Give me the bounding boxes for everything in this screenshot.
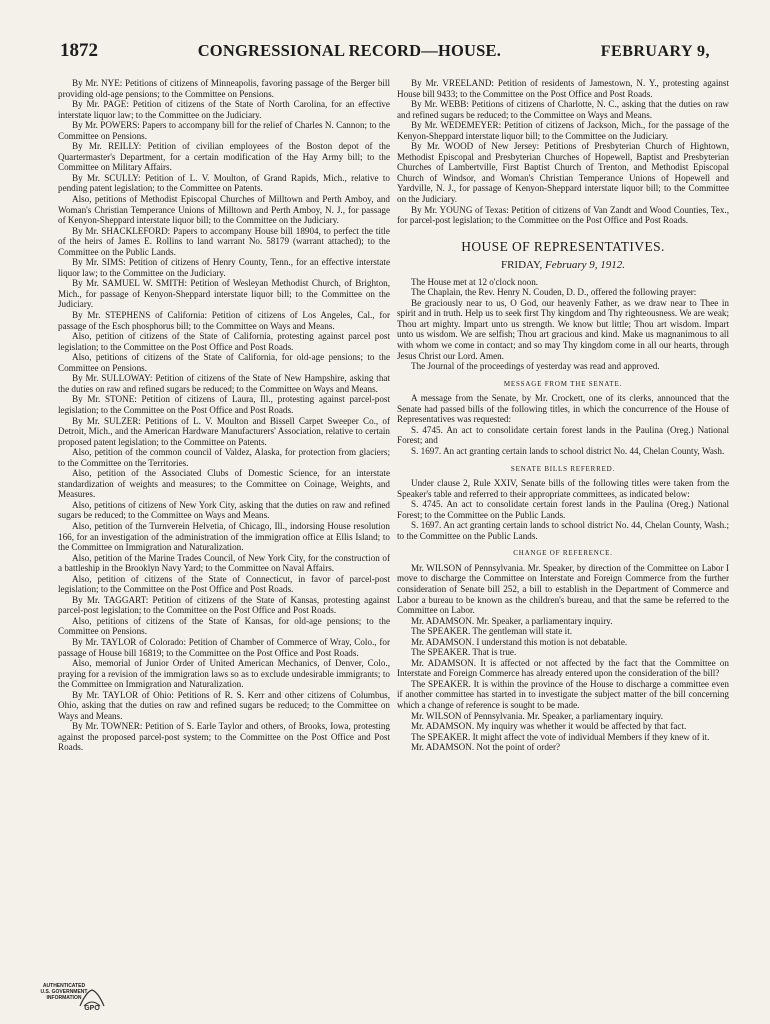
change-of-reference (397, 563, 729, 753)
petition-entry: Also, petition of the Associated Clubs of Domestic Science, for an interstate standardization of weights and measures; to the Committee on Coinage, Weights, and Measures. (58, 468, 390, 500)
debate-paragraph: Mr. ADAMSON. I understand this motion is not debatable. (411, 636, 628, 647)
petition-entry: Also, petition of the common council of Valdez, Alaska, for protection from glaciers; to the Committee on the Territories. (58, 447, 390, 468)
debate-paragraph: The SPEAKER. The gentleman will state it. (411, 626, 573, 637)
debate-paragraph: The SPEAKER. That is true. (411, 647, 517, 658)
petition-entry: By Mr. WEDEMEYER: Petition of citizens of Jackson, Mich., for the passage of the Kenyon-Sheppard interstate liquor bill; to the Committee on the Judiciary. (397, 120, 729, 141)
seal-line-3: INFORMATION (46, 995, 82, 1001)
petition-entry: Also, petition of citizens of the State of California, protesting against parcel post legislation; to the Committee on the Post Office and Post Roads. (58, 331, 390, 352)
petition-entry: Also, petitions of citizens of the State of California, for old-age pensions; to the Committee on Pensions. (58, 352, 390, 373)
header-date: FEBRUARY 9, (600, 43, 710, 60)
gpo-eagle-icon (78, 986, 106, 1012)
petition-entry: By Mr. SCULLY: Petition of L. V. Moulton, of Grand Rapids, Mich., relative to pending patent legislation; to the Committee on Patents. (58, 172, 390, 194)
petition-entry: By Mr. TAGGART: Petition of citizens of the State of Kansas, protesting against parcel-post legislation; to the Committee on the Post Office and Post Roads. (58, 594, 390, 616)
petition-entry: By Mr. SAMUEL W. SMITH: Petition of Wesleyan Methodist Church, of Brighton, Mich., for passage of Kenyon-Sheppard interstate liquor bill; to the Committee on the Judiciary. (58, 278, 390, 310)
session-dateline (397, 260, 729, 271)
petition-entry: By Mr. SHACKLEFORD: Papers to accompany House bill 18904, to perfect the title of the heirs of James E. Rollins to land warrant No. 58179 (warrant attached); to the Committee on the Public Lands. (58, 225, 390, 257)
senate-bill-paragraph: S. 1697. An act granting certain lands to school district No. 44, Chelan County, Wash.; to the Committee on the Public Lands. (397, 520, 729, 541)
gpo-mark: GPO (84, 1005, 100, 1012)
petition-entry: By Mr. STEPHENS of California: Petition of citizens of Los Angeles, Cal., for passage of the Esch phosphorus bill; to the Committee on Ways and Means. (58, 310, 390, 331)
senate-message-paragraph: A message from the Senate, by Mr. Crockett, one of its clerks, announced that the Senate had passed bills of the following titles, in which the concurrence of the House of Representatives was requested: (397, 393, 729, 425)
left-column (58, 78, 390, 753)
petition-entry: Also, petition of citizens of the State of Connecticut, in favor of parcel-post legislation; to the Committee on the Post Office and Post Roads. (58, 573, 390, 595)
senate-message-paragraph: S. 4745. An act to consolidate certain forest lands in the Paulina (Oreg.) National Forest; and (397, 424, 729, 446)
petition-entry: By Mr. PAGE: Petition of citizens of the State of North Carolina, for an effective interstate liquor law; to the Committee on the Judiciary. (58, 99, 390, 120)
petition-entry: By Mr. WOOD of New Jersey: Petitions of Presbyterian Church of Hightown, Methodist Episcopal and Presbyterian Churches of Hopewell, Baptist and Presbyterian Churches of Lambertville, First Baptist Church of Trenton, and Methodist Episcopal Church of Windsor, and Woman's Christian Temperance Unions of Hopewell and Yardville, N. J., for passage of Kenyon-Sheppard interstate liquor bill; to the Committee on the Judiciary. (397, 141, 729, 205)
petition-entry: By Mr. SULZER: Petitions of L. V. Moulton and Bissell Carpet Sweeper Co., of Detroit, Mich., and the American Hardware Manufacturers' Association, relative to certain proposed patent legislation; to the Committee on Patents. (58, 415, 390, 447)
petition-entry: By Mr. NYE: Petitions of citizens of Minneapolis, favoring passage of the Berger bill providing old-age pensions; to the Committee on Pensions. (58, 78, 390, 99)
senate-bills-heading: SENATE BILLS REFERRED. (510, 464, 616, 473)
senate-message-paragraph: S. 1697. An act granting certain lands to school district No. 44, Chelan County, Wash. (411, 445, 725, 456)
petition-entry: By Mr. WEBB: Petitions of citizens of Charlotte, N. C., asking that the duties on raw and refined sugars be reduced; to the Committee on Ways and Means. (397, 99, 729, 120)
petition-entry: By Mr. VREELAND: Petition of residents of Jamestown, N. Y., protesting against House bill 9433; to the Committee on the Post Office and Post Roads. (397, 78, 729, 99)
proceeding-paragraph: Be graciously near to us, O God, our heavenly Father, as we draw near to Thee in spirit and in truth. Help us to seek first Thy kingdom and Thy righteousness. We are weak; Thou art mighty. Impart unto us strength. We know but little; Thou art wisdom. Impart unto us wisdom. We are selfish; Thou art gracious and kind. Make us magnanimous to all with whom we come in contact; and so may Thy kingdom come in all our hearts, through Jesus Christ our Lord. Amen. (397, 297, 729, 361)
petition-entry: Also, petitions of Methodist Episcopal Churches of Milltown and Perth Amboy, and Woman's Christian Temperance Unions of Milltown and Perth Amboy, N. J., for passage of Kenyon-Sheppard interstate liquor bill; to the Committee on the Judiciary. (58, 194, 390, 226)
petition-entry: Also, petition of the Turnverein Helvetia, of Chicago, Ill., indorsing House resolution 166, for an investigation of the administration of the immigration office at Ellis Island; to the Committee on Immigration and Naturalization. (58, 520, 390, 553)
debate-paragraph: Mr. ADAMSON. Not the point of order? (411, 742, 561, 753)
opening-proceedings (397, 277, 729, 372)
petition-entry: By Mr. TOWNER: Petition of S. Earle Taylor and others, of Brooks, Iowa, protesting against the proposed parcel-post system; to the Committee on the Post Office and Post Roads. (58, 721, 390, 753)
petition-entry: By Mr. REILLY: Petition of civilian employees of the Boston depot of the Quartermaster's Department, for a certain modification of the Hay Army bill; to the Committee on Military Affairs. (58, 141, 390, 173)
gpo-authentication-seal (34, 972, 120, 1012)
header-year: 1872 (60, 40, 98, 61)
petition-entry: By Mr. TAYLOR of Colorado: Petition of Chamber of Commerce of Wray, Colo., for passage of House bill 16819; to the Committee on the Post Office and Post Roads. (58, 636, 390, 658)
debate-paragraph: Mr. WILSON of Pennsylvania. Mr. Speaker, a parliamentary inquiry. (411, 710, 664, 721)
debate-paragraph: Mr. ADAMSON. My inquiry was whether it would be affected by that fact. (411, 721, 687, 732)
petition-entry: By Mr. STONE: Petition of citizens of Laura, Ill., protesting against parcel-post legislation; to the Committee on the Post Office and Post Roads. (58, 394, 390, 415)
proceeding-paragraph: The House met at 12 o'clock noon. (411, 276, 539, 287)
petition-entry: Also, petition of the Marine Trades Council, of New York City, for the construction of a battleship in the Brooklyn Navy Yard; to the Committee on Naval Affairs. (58, 552, 390, 574)
proceeding-paragraph: The Chaplain, the Rev. Henry N. Couden, D. D., offered the following prayer: (411, 287, 697, 298)
petition-entry: By Mr. TAYLOR of Ohio: Petitions of R. S. Kerr and other citizens of Columbus, Ohio, asking that the duties on raw and refined sugars be reduced; to the Committee on Ways and Means. (58, 689, 390, 721)
petition-entry: By Mr. SIMS: Petition of citizens of Henry County, Tenn., for an effective interstate liquor law; to the Committee on the Judiciary. (58, 257, 390, 278)
right-column (397, 78, 729, 753)
petition-entry: Also, petitions of citizens of the State of Kansas, for old-age pensions; to the Committee on Pensions. (58, 615, 390, 637)
petition-entry: By Mr. YOUNG of Texas: Petition of citizens of Van Zandt and Wood Counties, Tex., for parcel-post legislation; to the Committee on the Post Office and Post Roads. (397, 204, 729, 226)
debate-paragraph: Mr. WILSON of Pennsylvania. Mr. Speaker, by direction of the Committee on Labor I move to discharge the Committee on Interstate and Foreign Commerce from the further consideration of Senate bill 252, a bill to establish in the Department of Commerce and Labor a bureau to be known as the children's bureau, and that the same be referred to the Committee on Labor. (397, 562, 729, 616)
dateline-date: February 9, 1912. (544, 259, 626, 272)
debate-paragraph: Mr. ADAMSON. It is affected or not affected by the fact that the Committee on Interstate and Foreign Commerce has already entered upon the consideration of the bill? (397, 657, 729, 679)
proceeding-paragraph: The Journal of the proceedings of yesterday was read and approved. (411, 361, 660, 372)
change-of-reference-heading: CHANGE OF REFERENCE. (513, 549, 613, 558)
petitions-continued (397, 78, 729, 226)
senate-bill-paragraph: Under clause 2, Rule XXIV, Senate bills of the following titles were taken from the Speaker's table and referred to their appropriate committees, as indicated below: (397, 478, 729, 499)
debate-paragraph: Mr. ADAMSON. Mr. Speaker, a parliamentary inquiry. (411, 615, 613, 626)
petition-entry: Also, petitions of citizens of New York City, asking that the duties on raw and refined sugars be reduced; to the Committee on Ways and Means. (58, 499, 390, 521)
debate-paragraph: The SPEAKER. It is within the province of the House to discharge a committee even if another committee has started in to investigate the subject matter of the bill concerning which a change of reference is sought to be made. (397, 678, 729, 710)
senate-message-heading: MESSAGE FROM THE SENATE. (503, 379, 623, 388)
dateline-day: FRIDAY, (500, 259, 543, 272)
senate-bill-paragraph: S. 4745. An act to consolidate certain forest lands in the Paulina (Oreg.) National Forest; to the Committee on the Public Lands. (397, 499, 729, 520)
page-header (60, 40, 710, 68)
header-title: CONGRESSIONAL RECORD—HOUSE. (197, 41, 502, 60)
petition-entry: By Mr. SULLOWAY: Petition of citizens of the State of New Hampshire, asking that the duties on raw and refined sugars be reduced; to the Committee on Ways and Means. (58, 373, 390, 394)
seal-line-2: U.S. GOVERNMENT (40, 989, 88, 995)
petition-entry: Also, memorial of Junior Order of United American Mechanics, of Denver, Colo., praying for a revision of the immigration laws so as to exclude undesirable immigrants; to the Committee on Immigration and Naturalization. (58, 658, 390, 690)
house-heading: HOUSE OF REPRESENTATIVES. (461, 238, 665, 254)
senate-message (397, 393, 729, 456)
debate-paragraph: The SPEAKER. It might affect the vote of individual Members if they knew of it. (411, 731, 710, 742)
senate-bills (397, 478, 729, 541)
seal-line-1: AUTHENTICATED (42, 983, 86, 989)
petition-entry: By Mr. POWERS: Papers to accompany bill for the relief of Charles N. Cannon; to the Committee on Pensions. (58, 120, 390, 141)
